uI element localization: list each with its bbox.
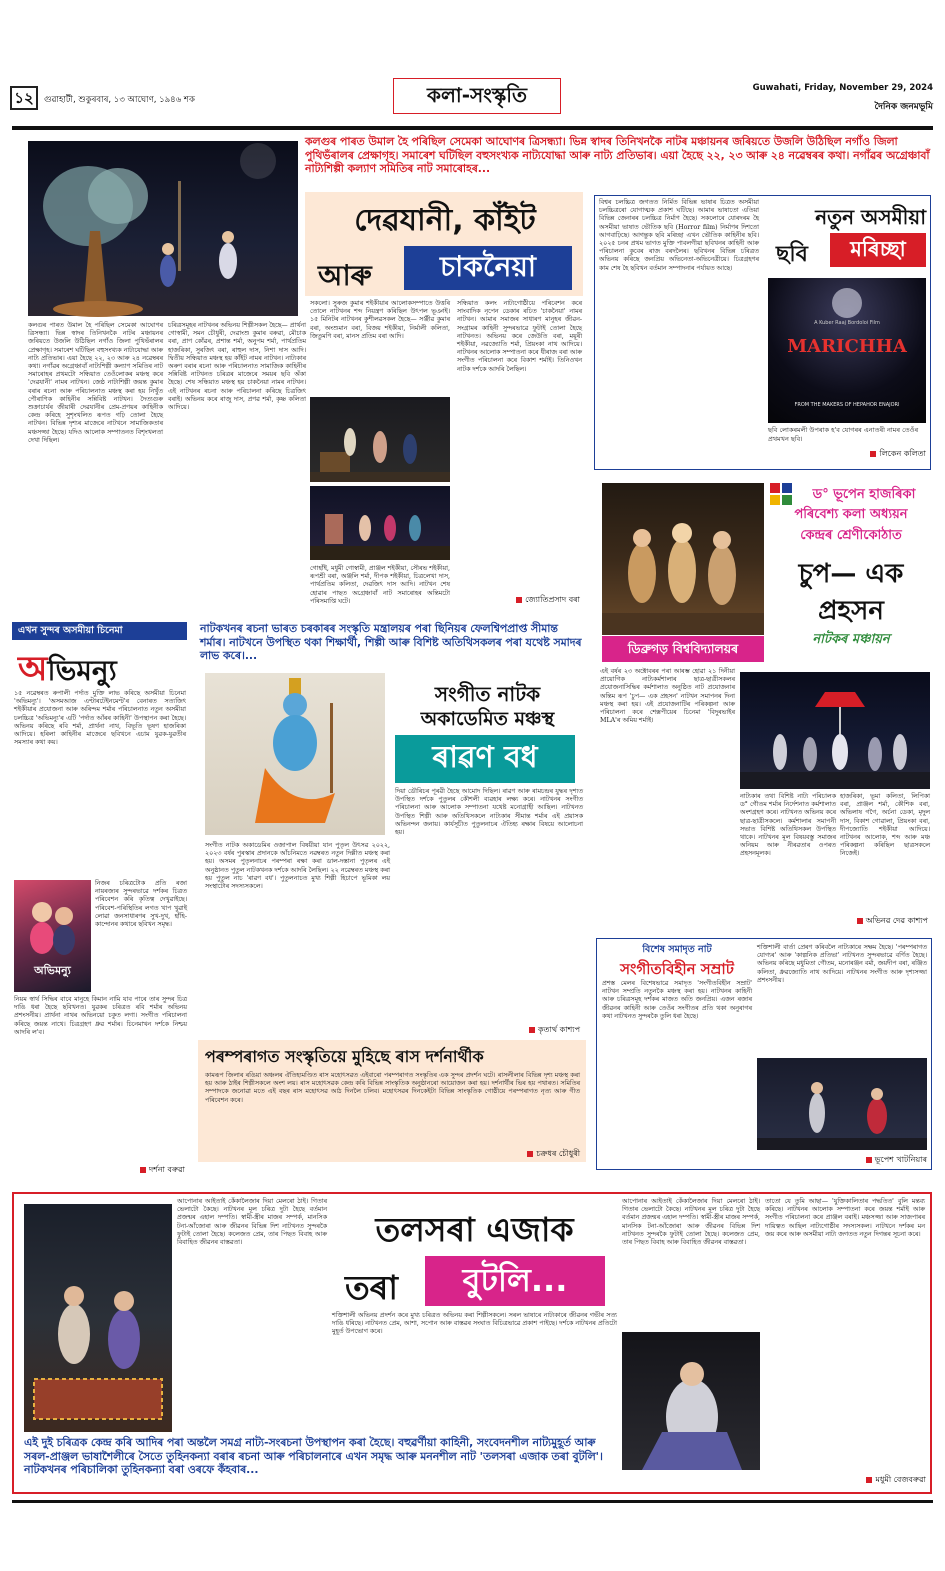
- chup-headline-line2: প্ৰহসন: [818, 596, 884, 626]
- abhimanyu-body-side: নিজৰ চৰিত্ৰটোক প্ৰতি ৰজা নায়ৰজ্যৰ সুন্দৰভাৱে দৰ্শকৰ চিত্ৰত পৰিবেশন কৰি কৃতিত্ব দেখুৱাইছে। পৰিবেশ-পৰিস্থিতিৰ লগত খাপ খুৱাই লোৱা জনসাধাৰণৰ সুখ-দুখ, হাঁহি-কান্দোনৰ কথাৰে ছবিখন সমৃদ্ধ।: [95, 880, 187, 929]
- new-film-headline-word1: ছবি: [776, 242, 808, 267]
- footer-rule: [12, 1500, 933, 1503]
- ravan-body-left: সংগীত নাটক অকাডেমিৰ ওজাপাল বিষয়ীয়া যান পুতৃল উৎসৱ ২০২২, ২০২৩ বৰ্ষৰ পুৰস্কাৰ প্ৰদানকে আঁচনিমতে নৱম্বৰত নতুন দিল্লীত মঞ্চস্থ কৰা হয়। অসমৰ পুতৃলনাচৰ পৰম্পৰা ৰক্ষা কৰা ডাল-দস্তানা পুতৃলৰ এই অনুষ্ঠানত পুতুল নাটকখনক দৰ্শকে আদৰি লৈছিল। ২২ নৱেম্বৰত মঞ্চস্থ কৰা হয় পুতুল নাচ 'ৰাৱণ বধ'। পুতুলনাচত মুখ্য শিল্পী হিচাপে ভূমিকা লয় সংস্থাটোৰ সদস্যসকলে।: [205, 842, 390, 891]
- tulsi-headline-line2: তৰা: [345, 1268, 398, 1307]
- logo-square-blue: [782, 483, 792, 493]
- chup-stage-photo: [740, 672, 930, 789]
- lead-body-col5: গোহাঁই, মধুমী গোস্বামী, প্ৰাঞ্জল শইকীয়া, সৌৰভ শইকীয়া, ৰূপশ্ৰী বৰা, অঞ্জলি শৰ্মা, দীপক শইকীয়া, চিত্ৰলেখা দাস, পাৰ্থপ্ৰতিম কলিতা, দেৱজিৎ দাস আদি। নাটখন শেষ হোৱাৰ পাছত অগ্ৰেঞ্চাবাঁ নাট সমাৰোহৰ অন্তিমটো পৰিসমাপ্তি ঘটে।: [310, 565, 450, 605]
- poster-small-line: A Kuber Raaj Bordoloi Film: [814, 320, 880, 326]
- tulsi-actors-illustration: [24, 1204, 172, 1432]
- lead-body-col1: কলগুৰ পাৰত উমাল হৈ পৰিছিল সেমেকা আঘোণৰ ত্ৰিসন্ধ্যা। ভিন্ন স্বাদৰ তিনিখনকৈ নাটৰ মঞ্চায়নৰ জৰিয়তে উজলি উঠিছিল নগাঁও জিলা পুথিভঁৰালৰ প্ৰেক্ষাগৃহ। সমাৰেশ ঘটিছিল বহুসংখ্যক নাট্যযোদ্ধা আৰু নাট্য প্ৰতিভাৰ। এয়া হৈছে ২২, ২৩ আৰু ২৪ নৱেম্বৰৰ কথা। নগাঁৱৰ অগ্ৰেঞ্চাবাঁ নাট্যশিল্পী কল্যাণ সমিতিৰ নাট সমাৰোহৰ প্ৰথমটো সন্ধিয়াত তেওঁলোকৰ মঞ্চস্থ কৰে 'দেৱযানী' নামৰ নাটখন। জেষ্ঠ নাট্যশিল্পী জয়ন্ত কুমাৰ বৰাৰ ৰচনা আৰু পৰিচালনাত মঞ্চস্থ কৰা হয় নিখুঁত পৌৰাণিক কাহিনীৰ সন্নিবিষ্ট নাটখন। দৈত্যগুৰু শুক্ৰাচাৰ্যৰ জীয়াৰী দেৱযানীৰ প্ৰেম-প্ৰণয়ৰ কাহিনীক কেন্দ্ৰ কৰিহে সুশৃংখলিত ৰূপত গঢ়ি তোলা হৈছে নাটখন। বিভিন্ন দৃশ্যৰ মাজেৰে নাটখনে সামাজিকতাৰ মঞ্চসজ্জা হৈছে। যদিও আলোক সম্পাতনত বিশৃংখলতা দেখা দিছিল।: [28, 322, 163, 444]
- tulsi-byline: মধুমী বেজবৰুৱা: [790, 1474, 926, 1487]
- tulsi-photo-left: [24, 1204, 172, 1432]
- masthead-rule: [12, 126, 933, 130]
- new-film-caption: ছবি লোকৰমলী উপৰাক হ'ব যোগৰৰ এনাতৰী নামৰ তেওঁৰ প্ৰথমখন ছবি।: [768, 426, 919, 443]
- poster-title: MARICHHA: [787, 336, 907, 357]
- new-film-body: বিশ্বৰ চলচ্চিত্ৰ জগতত নিৰ্মিত বিভিন্ন ভাষাৰ চিত্ৰত অসমীয়া চলচ্চিত্ৰৰো যোগাত্মক প্ৰকাশ ঘটিছে। আমাৰ ভাষাতো এতিয়া বিভিন্ন জেনাৰৰ চলচ্চিত্ৰ নিৰ্মাণ হৈছে। সকলোৰে যোৰদৰম হৈ অসমীয়া ভাষাত ভৌতিক ছবি (Horror film) নিৰ্মাণৰ দিশতো আগবাঢ়িছে। আগন্তুক ছবি মৰিচ্ছা এখন ভৌতিক কাহিনীৰ ছবি। ২০২৫ চনৰ প্ৰথম ভাগত মুক্তি পাবলগীয়া ছবিখনৰ কাহিনী আৰু পৰিচালনা কুবেৰ ৰাজ বৰদলৈৰ। ছবিখনৰ বিভিন্ন চৰিত্ৰত অভিনয় কৰিছে জনপ্ৰিয় অভিনেতা-অভিনেত্ৰীয়ে। চিত্ৰগ্ৰহণৰ কাম শেষ হৈ ছবিখন বৰ্তমান সম্পাদনাৰ পৰ্যায়ত আছে।: [599, 199, 759, 272]
- ravan-headline-highlight: ৰাৱণ বধ: [395, 735, 575, 783]
- logo-square-red: [770, 483, 780, 493]
- byline-marker-icon: [140, 1167, 146, 1173]
- chup-body-right: নাট্যকাৰ তথা বিশিষ্ট নাট্য পৰিচালক ড° গৌতম শৰ্মাৰ নিৰ্দেশনাত কৰ্মশালাত অংশগ্ৰহণ কৰে। নাটখনত অভিনয় কৰে ছাত্ৰ-ছাত্ৰীসকলে। কৰ্মশালাৰ সমাপনী সভাত বিশিষ্ট অতিথিসকল উপস্থিত থাকে। নাটখনৰ মূল বিষয়বস্তু সমাজৰ অনিয়ম আৰু নীৰৱতাৰ ওপৰত প্ৰহসনমূলক।: [740, 793, 836, 858]
- puppet-illustration: [205, 673, 385, 835]
- abhimanyu-body-top: ১৫ নৱেম্বৰত ৰুপালী পৰ্দাত মুক্তি লাভ কৰিছে অসমীয়া চিনেমা 'অভিমন্যু'। 'অসমআজ এণ্টাৰটেইনমেণ্ট'ৰ বেনাৰত সত্যজিৎ শইকীয়াৰ প্ৰযোজনা আৰু অৰিন্দম শৰ্মাৰ পৰিচালনাত নতুন অসমীয়া চলচ্চিত্ৰ 'অভিমন্যু'ৰ এটি 'পৰ্দাত আঁৰৰ কাহিনী' উপস্থাপন কৰা হৈছে। অভিনয় কৰিছে ৰবি শৰ্মা, প্ৰাৰ্থনা নাথ, বিভূতি ভূষণ হাজৰিকা আদিয়ে। হৰিলা কাহিনীৰ মাজেৰে ছবিখনে এচাম যুৱক-যুৱতীৰ সমস্যাৰ কথা কয়।: [14, 690, 186, 747]
- lead-headline-line1: দেৱযানী, কাঁইট: [354, 203, 536, 238]
- ras-byline: চক্ৰধৰ চৌধুৰী: [450, 1148, 580, 1161]
- lead-deck: কলগুৰ পাৰত উমাল হৈ পৰিছিল সেমেকা আঘোণৰ ত্ৰিসন্ধ্যা। ভিন্ন স্বাদৰ তিনিখনকৈ নাটৰ মঞ্চায়নৰ জৰিয়তে উজলি উঠিছিল নগাঁও জিলা পুথিভঁৰালৰ প্ৰেক্ষাগৃহ। সমাৰেশ ঘটিছিল বহুসংখ্যক নাট্যযোদ্ধা আৰু নাট্য প্ৰতিভাৰ। এয়া হৈছে ২২, ২৩ আৰু ২৪ নৱেম্বৰৰ কথা। নগাঁৱৰ অগ্ৰেঞ্চাবাঁ নাট্যশিল্পী কল্যাণ সমিতিৰ নাট সমাৰোহৰ...: [305, 135, 930, 175]
- ravan-byline: কৃতাৰ্থ কাশ্যপ: [450, 1024, 580, 1037]
- page-number: ১২: [10, 86, 38, 110]
- abhimanyu-body-bottom: নিয়ম স্বাৰ্থ সিদ্ধিৰ বাবে মানুহে কিমান নামি যাব পাৰে তাৰ সুন্দৰ চিত্ৰ দাঙি ধৰা হৈছে ছবিখনত। যুৱকৰ চৰিত্ৰত ৰবি শৰ্মাৰ অভিনয় প্ৰশংসনীয়। প্ৰাৰ্থনা নাথৰ অভিনয়ো চকুত লগা। সংগীত পৰিচালনা কৰিছে জয়ন্ত নাথে। চিত্ৰগ্ৰহণ ধ্ৰুৱ শৰ্মাৰ। চিনেমাখন দৰ্শকে নিশ্চয় আদৰি ল'ব।: [14, 996, 187, 1036]
- abhimanyu-byline: দৰ্শনা বৰুৱা: [60, 1164, 185, 1177]
- samrat-body-right: শক্তিশালী বাৰ্তা প্ৰেৰণ কৰিবলৈ নাট্যকাৰে সক্ষম হৈছে। 'পৰম্পৰাগত যোগ্যৰ' আৰু 'কাল্পনিক প্ৰতিভা' নাটখনত সুন্দৰভাৱে বৰ্ণিত হৈছে। অভিনয় কৰিছে মধুমিতা গৌতম, মনোৰঞ্জন বৰ্মা, জয়দীপ বৰা, ৰঞ্জিত কলিতা, ধ্ৰুৱজ্যোতি নাথ আদিয়ে। নাটখনৰ সংগীত আৰু দৃশ্যসজ্জা প্ৰশংসনীয়।: [757, 944, 927, 984]
- new-film-byline: লিকেন কলিতা: [800, 448, 926, 461]
- chup-kicker-line2: পৰিবেশ্য কলা অধ্যয়ন: [794, 507, 908, 522]
- chup-body-far: হাজৰিকা, ভূমা কলিতা, লিপিকা বৰা, প্ৰাঞ্জল শৰ্মা, কৌশিক বৰা, অভিলাষ গগৈ, অৰ্চনা ডেকা, মৃদুল দাস, বিকাশ গোৱালা, প্ৰিয়ংকা বৰা, দীপজ্যোতি শইকীয়া আদিয়ে। নাটখনৰ আলোক, শব্দ আৰু মঞ্চ পৰিকল্পনা কৰিছিল ছাত্ৰসকলে নিজেই।: [840, 793, 930, 858]
- lead-photo-3: [310, 486, 450, 560]
- lead-body-col2: চৰিত্ৰসমূহৰ নাটখনৰ অভিনয় শিল্পীসকল হৈছে— প্ৰাৰ্থনা গোস্বামী, সমন চৌধুৰী, দেৱাংশু কুমাৰ বৰুৱা, মৌচাক বৰা, প্ৰাণ কোঁৱৰ, প্ৰশান্ত শৰ্মা, অনুপম শৰ্মা, পাৰ্থপ্ৰতিম হাজৰিকা, সুৰজিৎ বৰা, ৰাহুল দাস, নিশা দাস আদি। দ্বিতীয় সন্ধিয়াত মঞ্চস্থ হয় কাঁইট নামৰ নাটখন। নাট্যকাৰ অৰুণ বৰাৰ ৰচনা আৰু পৰিচালনাত সামাজিক কাহিনীৰ সন্নিবিষ্ট নাটখনত চৰিত্ৰৰ মাজেৰে সময়ৰ ছবি অঁকা হৈছে। শেষ সন্ধিয়াত মঞ্চস্থ হয় চাকনৈয়া নামৰ নাটখন। এই নাটখনৰ ৰচনা আৰু পৰিচালনা কৰিছে চিত্ৰজিৎ বৰাই। অভিনয় কৰে ৰাজু দাস, প্ৰণৱ শৰ্মা, কৃষ্ণ কলিতা আদিয়ে।: [168, 322, 306, 412]
- byline-marker-icon: [516, 597, 522, 603]
- tulsi-photo-right: [622, 1332, 760, 1470]
- chup-headline-line1: চুপ— এক: [798, 559, 904, 589]
- tulsi-actress-illustration: [622, 1332, 760, 1470]
- chup-body-left: এই বৰ্ষৰ ২৩ অক্টোবৰৰ পৰা আৰম্ভ হোৱা ২১ দিনীয়া প্ৰায়োগিক নাট্যকৰ্মশালাৰ ছাত্ৰ-ছাত্ৰীসকলৰ প্ৰযোজনাসিদ্ধিৰ কৰ্মশালাত অনুষ্ঠিত নাট প্ৰযোজনাৰ অন্তিম ৰূপ 'চুপ— এক প্ৰহসন' নাটখন সমাপনৰ দিনা মঞ্চস্থ কৰা হয়। এই প্ৰযোজনাটিৰ পৰিকল্পনা আৰু পৰিচালনা কৰে শেক্সপীয়েৰ চিনেমা 'বিদুৰভাইৰ MLA'ৰ অমিয় শৰ্মাই।: [600, 668, 735, 725]
- lead-byline: জ্যোতিপ্ৰসাদ বৰা: [460, 594, 580, 607]
- logo-square-green: [782, 495, 792, 505]
- lead-headline-line2: আৰু: [318, 259, 372, 292]
- section-title: কলা-সংস্কৃতি: [393, 78, 561, 114]
- stage-scene-2-illustration: [310, 397, 450, 482]
- lead-headline-highlight: চাকনৈয়া: [404, 246, 572, 290]
- samrat-byline: ভূপেশ খাটনিয়াৰ: [800, 1154, 927, 1167]
- poster-title-text: অভিমন্যু: [34, 964, 71, 977]
- new-film-headline-line1: নতুন অসমীয়া: [815, 205, 926, 229]
- poster-moon: [832, 288, 862, 318]
- tulsi-headline-line1: তলসৰা এজাক: [375, 1210, 574, 1249]
- samrat-stage-illustration: [757, 1058, 927, 1150]
- lead-photo: [28, 141, 298, 316]
- abhimanyu-kicker: এখন সুন্দৰ অসমীয়া চিনেমা: [12, 622, 187, 640]
- ras-headline: পৰম্পৰাগত সংস্কৃতিয়ে মুহিছে ৰাস দৰ্শনাৰ্থীক: [205, 1047, 484, 1066]
- paper-name: দৈনিক জনমভূমি: [874, 102, 933, 112]
- chup-stage-illustration: [740, 672, 930, 789]
- byline-marker-icon: [866, 1477, 872, 1483]
- ravan-headline-line1: সংগীত নাটক: [434, 682, 541, 706]
- new-film-headline-word2: মৰিচ্ছা: [830, 233, 926, 267]
- samrat-kicker: বিশেষ সমাদৃত নাট: [642, 944, 712, 955]
- byline-marker-icon: [527, 1151, 533, 1157]
- lead-photo-2: [310, 397, 450, 482]
- chup-photo: [602, 483, 764, 635]
- samrat-photo: [757, 1058, 927, 1150]
- poster-tagline: FROM THE MAKERS OF HEPAHOR ENAJORI: [794, 402, 900, 408]
- logo-square-yellow: [770, 495, 780, 505]
- ravan-deck: নাটকখনৰ ৰচনা ভাৰত চৰকাৰৰ সংস্কৃতি মন্ত্ৰালয়ৰ পৰা ছিনিয়ৰ ফেলশ্বিপপ্ৰাপ্ত সীমান্ত শৰ্মাৰ। নাটখনে উপস্থিত থকা শিক্ষাৰ্থী, শিল্পী আৰু বিশিষ্ট অতিথিসকলৰ পৰা যথেষ্ট সমাদৰ লাভ কৰে।...: [200, 622, 582, 662]
- byline-marker-icon: [866, 1157, 872, 1163]
- ravan-photo: [205, 673, 385, 835]
- tulsi-body-left: আপোনাৰ আইতাই কেঁকালৈজাৰ দিয়া মেলৰো ঠাই। গিতাৰ ভেলাটো কৈছে। নাটখনৰ মূল চৰিত্ৰ দুটা হৈছে বৰ্তমান প্ৰজন্মৰ এহাল দম্পতি। স্বামী-স্ত্ৰীৰ মাজৰ সম্পৰ্ক, মানসিক টনা-আঁজোৰা আৰু জীৱনৰ বিভিন্ন দিশ নাটখনত সুন্দৰকৈ ফুটাই তোলা হৈছে। কলেজত প্ৰেম, তাৰ পিছত বিবাহ আৰু বিবাহিত জীৱনৰ বাস্তৱতা।: [177, 1198, 327, 1247]
- marichha-poster: [768, 278, 926, 423]
- abhimanyu-title-rest: ভিমন্যু: [47, 654, 117, 687]
- samrat-headline: সংগীতবিহীন সম্ৰাট: [620, 960, 734, 978]
- chup-photo-caption: ডিব্ৰুগড় বিশ্ববিদ্যালয়ৰ: [602, 636, 764, 662]
- chup-kicker-line3: কেন্দ্ৰৰ শ্ৰেণীকোঠাত: [800, 528, 902, 543]
- chup-actors-illustration: [602, 483, 764, 635]
- masthead: [10, 78, 935, 120]
- tulsi-headline-highlight: বুটলি...: [425, 1256, 605, 1306]
- byline-marker-icon: [857, 918, 863, 924]
- ras-body: কামৰূপ জিলাৰ ৰঙিয়া অঞ্চলৰ ঐতিহ্যমণ্ডিত ৰাস মহোৎসৱত এইবাৰো পৰম্পৰাগত সংস্কৃতিৰ এক সুন্দৰ প্ৰদৰ্শন ঘটে। ৰাসলীলাৰ বিভিন্ন দৃশ্য মঞ্চস্থ কৰা হয় আৰু ঠাইৰ শিল্পীসকলে অংশ লয়। ৰাস মহোৎসৱক কেন্দ্ৰ কৰি বিভিন্ন সাংস্কৃতিক অনুষ্ঠানৰো আয়োজন কৰা হয়। দৰ্শনাৰ্থীৰ ভিৰ হয় পথাৰত। সমিতিৰ সম্পাদকে জনোৱা মতে এই বছৰ ৰাস মহোৎসৱ আঠ দিনলৈ চলিব। মহোৎসৱৰ দিনকেইটা বিভিন্ন সাংস্কৃতিক গোষ্ঠীয়ে পৰম্পৰাগত নৃত্য আৰু গীত পৰিবেশন কৰে।: [205, 1072, 580, 1104]
- abhimanyu-title-first: অ: [18, 649, 48, 689]
- tulsi-body-mid: শক্তিশালী অভিনয় প্ৰদৰ্শন কৰে মুখ্য চৰিত্ৰত অভিনয় কৰা শিল্পীসকলে। সৰল ভাষাৰে নাট্যকাৰে জীৱনৰ গভীৰ সত্য দাঙি ধৰিছে। নাটখনত প্ৰেম, আশা, সপোন আৰু বাস্তৱৰ সংঘাত বিচিত্ৰভাৱে প্ৰকাশ পাইছে। দৰ্শকে নাটখনৰ প্ৰতিটো মুহূৰ্ত উপভোগ কৰে।: [332, 1312, 617, 1336]
- tulsi-body-mid-2: আপোনাৰ আইতাই কেঁকালৈজাৰ দিয়া মেলৰো ঠাই। গিতাৰ ভেলাটো কৈছে। নাটখনৰ মূল চৰিত্ৰ দুটা হৈছে বৰ্তমান প্ৰজন্মৰ এহাল দম্পতি। স্বামী-স্ত্ৰীৰ মাজৰ সম্পৰ্ক, মানসিক টনা-আঁজোৰা আৰু জীৱনৰ বিভিন্ন দিশ নাটখনত সুন্দৰকৈ ফুটাই তোলা হৈছে। কলেজত প্ৰেম, তাৰ পিছত বিবাহ আৰু বিবাহিত জীৱনৰ বাস্তৱতা।: [622, 1198, 760, 1247]
- ravan-body-right: দিয়া ডৌৰিচৰ পূৰৱী হৈছে আমোদ দিছিল। ৰাৱণ আৰু ৰামচন্দ্ৰৰ যুদ্ধৰ দৃশ্যত উপস্থিত দৰ্শকে পুতুলৰ কৌশলী ব্যৱহাৰ লক্ষ্য কৰে। নাটখনৰ সংগীত পৰিচালনা আৰু আলোক সম্পাতনা যথেষ্ট মনোগ্ৰাহী আছিল। নাটখনত উপস্থিত শিল্পী আৰু অতিথিসকলে নাট্যকাৰ সীমান্ত শৰ্মাৰ এই প্ৰয়াসক অভিনন্দন জনায়। কাৰ্যসূচীত পুতুলনাচৰ ঐতিহ্য ৰক্ষাৰ বিষয়ে আলোচনা হয়।: [395, 788, 583, 837]
- chup-byline: অভিনৱ দেৱ কাশ্যপ: [800, 915, 928, 928]
- abhimanyu-poster: [14, 880, 91, 992]
- date-assamese: গুৱাহাটী, শুকুৰবাৰ, ১৩ আঘোণ, ১৯৪৬ শক: [44, 95, 195, 105]
- ravan-headline-line2: অকাডেমিত মঞ্চস্থ: [420, 708, 555, 730]
- chup-subhead: নাটকৰ মঞ্চায়ন: [812, 632, 890, 647]
- lead-body-col4: সন্ধিয়াত কলং নাট্যগোষ্ঠীয়ে পৰিবেশন কৰে সাংবাদিক নৃপেন ডেকাৰ ৰচিত 'চাকনৈয়া' নামৰ নাটখন। আমাৰ সমাজৰ সাধাৰণ মানুহৰ জীৱন-সংগ্ৰামৰ কাহিনী সুন্দৰভাৱে ফুটাই তোলা হৈছে নাটখনত। অভিনয় কৰে জেউতি বৰা, ময়ূৰী শইকীয়া, নৱজ্যোতি শৰ্মা, প্ৰিয়ংকা নাথ আদিয়ে। নাটখনৰ আলোক সম্পাতনা কৰে ধীৰাজ বৰা আৰু সংগীত পৰিচালনা কৰে বিকাশ শৰ্মাই। তিনিওখন নাটক দৰ্শকে আদৰি লৈছিল।: [457, 300, 582, 373]
- chup-kicker-line1: ড° ভূপেন হাজৰিকা: [812, 487, 916, 502]
- samrat-body-left: প্ৰশস্ত মেলৰ বিশেষভাৱে সমাদৃত 'সংগীতবিহীন সম্ৰাট' নাটখন সম্প্ৰতি নতুনকৈ মঞ্চস্থ কৰা হয়। নাটখনৰ কাহিনী আৰু চৰিত্ৰসমূহ দৰ্শকৰ মাজত অতি জনপ্ৰিয়। এজন ৰজাৰ জীৱনৰ কাহিনী আৰু তেওঁৰ সংগীতৰ প্ৰতি থকা অনুৰাগৰ কথা নাটখনত সুন্দৰকৈ তুলি ধৰা হৈছে।: [602, 980, 752, 1020]
- stage-scene-illustration: [28, 141, 298, 316]
- date-english: Guwahati, Friday, November 29, 2024: [752, 83, 933, 93]
- tulsi-deck: এই দুই চৰিত্ৰক কেন্দ্ৰ কৰি আদিৰ পৰা অন্তলৈ সমগ্ৰ নাট্য-সংৰচনা উপস্থাপন কৰা হৈছে। বহুৱৰ্ণীয়া কাহিনী, সংবেদনশীল নাট্যমুহূৰ্ত আৰু সৰল-প্ৰাঞ্জল ভাষাশৈলীৰে সৈতে তুহিনকন্যা বৰাৰ ৰচনা আৰু পৰিচালনাৰে এখন সমৃদ্ধ আৰু মননশীল নাট 'তলসৰা এজাক তৰা বুটলি'। নাটকখনৰ পৰিচালিকা তুহিনকন্যা বৰা ওৰফে কঁহবাৰ...: [24, 1436, 603, 1476]
- lead-body-col3: সকলো। সুৰুজ কুমাৰ শইকীয়াৰ আলোকসম্পাতে উত্তৰি তোলে নাটখনৰ শব্দ নিয়ন্ত্ৰণ কৰিছিল উৎপল ভূঞাই। ১৫ মিনিটৰ নাটখনৰ কুশীলৱসকল হৈছে— সঞ্জীৱ কুমাৰ বৰা, অংশুমান বৰা, বিজয় শইকীয়া, নিৰ্মালী কলিতা, জিতুমণি বৰা, মানস প্ৰতিম বৰা আদি।: [310, 300, 450, 340]
- stage-scene-3-illustration: [310, 486, 450, 560]
- byline-marker-icon: [870, 451, 876, 457]
- tulsi-body-right: তাতো যে তুমি আছা— 'যুক্তিকালিতাৰ পদ্ধতিত' বুলি মন্তব্য কৰিছে। নাটখনৰ আলোক সম্পাতনা কৰে জয়ন্ত শৰ্মাই আৰু সংগীত পৰিচালনা কৰে প্ৰাঞ্জল বৰাই। মঞ্চসজ্জা আৰু সাজপাৰৰ দায়িত্বত আছিল নাট্যগোষ্ঠীৰ সদস্যসকল। নাটখনে দৰ্শকৰ মন জয় কৰে আৰু অসমীয়া নাট্য জগতত নতুন দিগন্তৰ সূচনা কৰে।: [765, 1198, 925, 1238]
- byline-marker-icon: [529, 1027, 535, 1033]
- chup-logo-icon: [770, 483, 792, 505]
